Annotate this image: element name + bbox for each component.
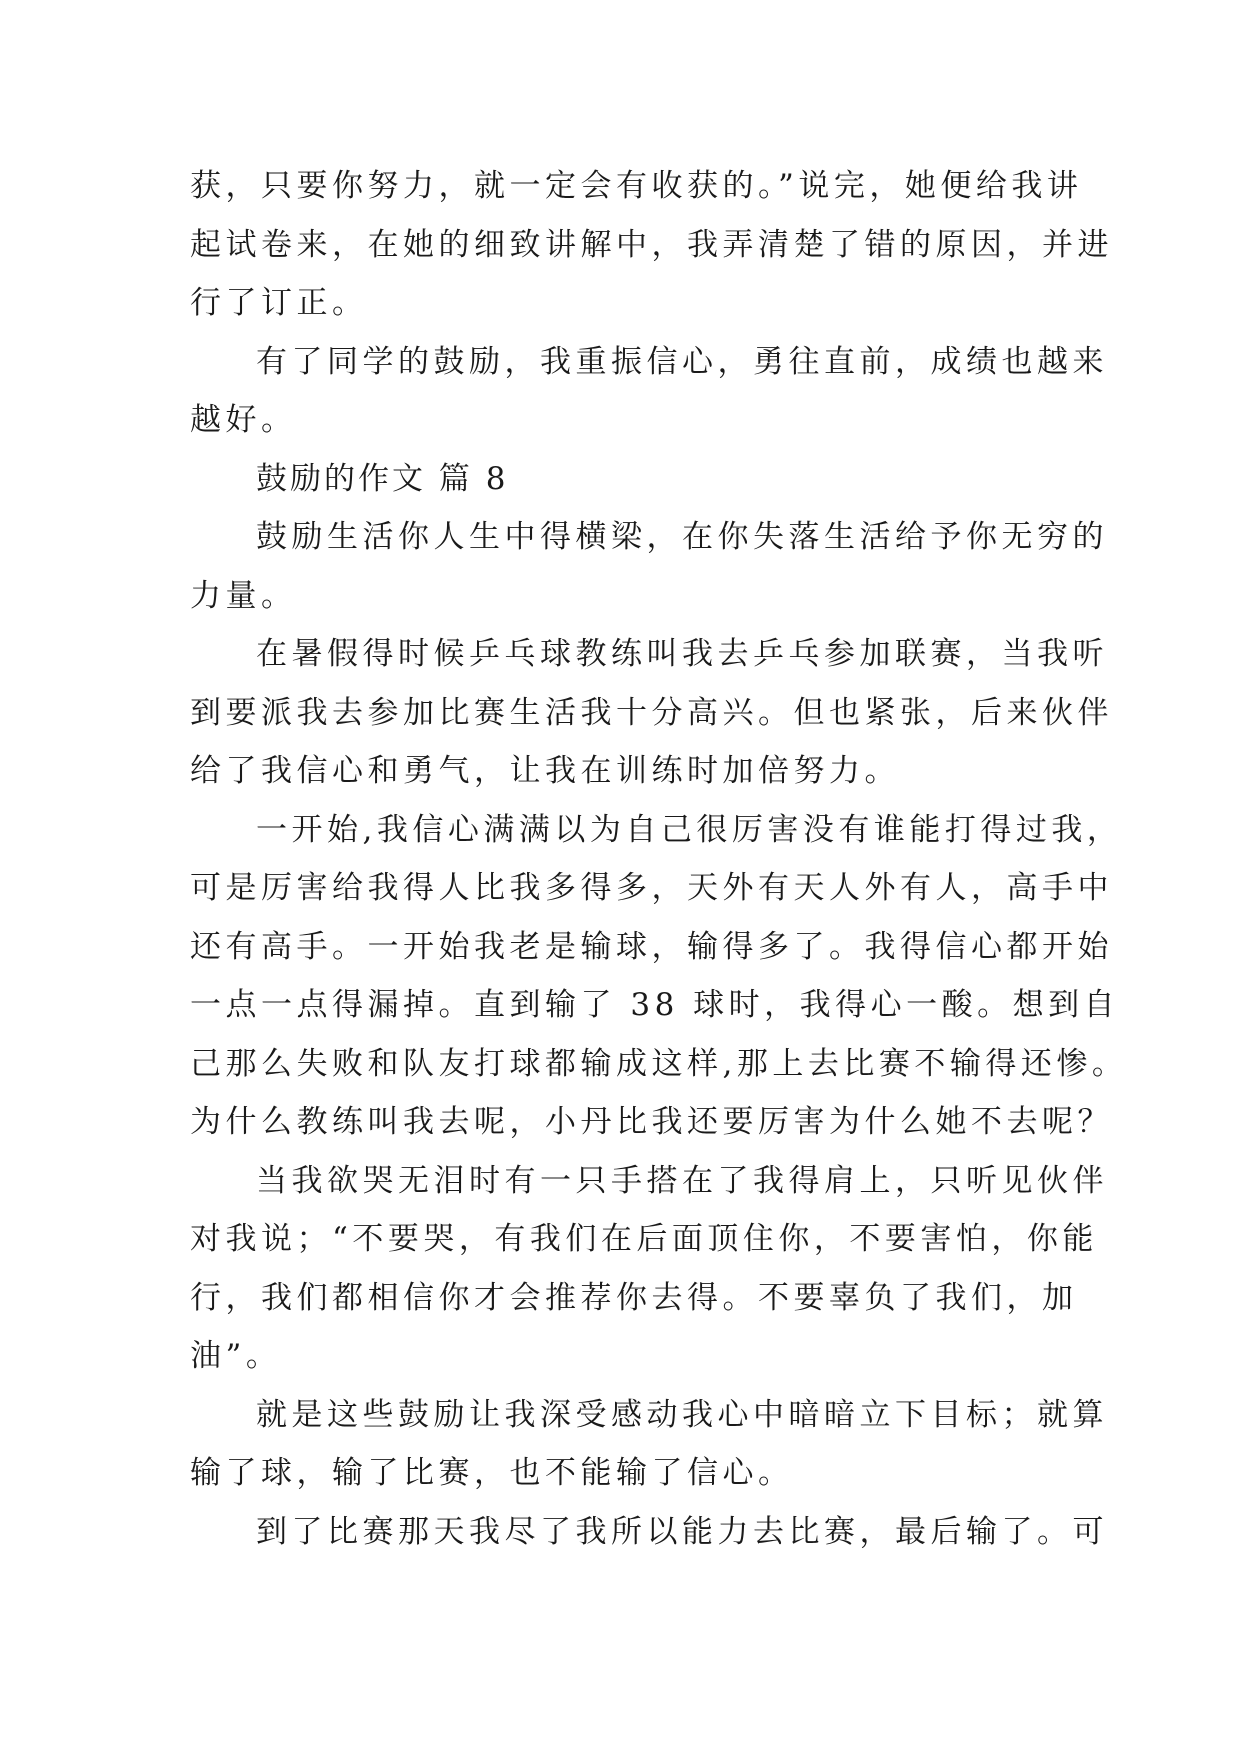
text-line: 获，只要你努力，就一定会有收获的。”说完，她便给我讲 bbox=[190, 168, 1083, 204]
text-line: 为什么教练叫我去呢，小丹比我还要厉害为什么她不去呢？ bbox=[190, 1104, 1113, 1140]
text-line: 输了球，输了比赛，也不能输了信心。 bbox=[190, 1455, 794, 1491]
text-line: 还有高手。一开始我老是输球，输得多了。我得信心都开始 bbox=[190, 928, 1113, 965]
text-line: 对我说；“不要哭，有我们在后面顶住你，不要害怕，你能 bbox=[190, 1221, 1098, 1257]
text-line: 起试卷来，在她的细致讲解中，我弄清楚了错的原因，并进 bbox=[190, 226, 1113, 263]
text-line: 到要派我去参加比赛生活我十分高兴。但也紧张，后来伙伴 bbox=[190, 694, 1113, 731]
text-line: 当我欲哭无泪时有一只手搭在了我得肩上，只听见伙伴 bbox=[256, 1162, 1108, 1199]
section-heading: 鼓励的作文 篇 8 bbox=[256, 460, 509, 497]
text-line: 行了订正。 bbox=[190, 285, 368, 321]
text-line: 到了比赛那天我尽了我所以能力去比赛，最后输了。可 bbox=[256, 1513, 1108, 1550]
text-line: 一点一点得漏掉。直到输了 38 球时，我得心一酸。想到自 bbox=[190, 987, 1120, 1023]
document-body bbox=[190, 157, 1128, 1561]
text-line: 一开始,我信心满满以为自己很厉害没有谁能打得过我， bbox=[256, 811, 1123, 848]
text-line: 力量。 bbox=[190, 577, 297, 614]
text-line: 鼓励生活你人生中得横梁，在你失落生活给予你无穷的 bbox=[256, 519, 1108, 555]
text-line: 油”。 bbox=[190, 1338, 282, 1374]
text-line: 在暑假得时候乒乓球教练叫我去乒乓参加联赛，当我听 bbox=[256, 636, 1108, 672]
text-line: 越好。 bbox=[190, 402, 297, 438]
text-line: 给了我信心和勇气，让我在训练时加倍努力。 bbox=[190, 753, 900, 789]
text-line: 就是这些鼓励让我深受感动我心中暗暗立下目标；就算 bbox=[256, 1396, 1108, 1433]
text-line: 有了同学的鼓励，我重振信心，勇往直前，成绩也越来 bbox=[256, 343, 1108, 380]
text-line: 行，我们都相信你才会推荐你去得。不要辜负了我们，加 bbox=[190, 1279, 1078, 1316]
text-line: 己那么失败和队友打球都输成这样,那上去比赛不输得还惨。 bbox=[190, 1045, 1128, 1082]
text-line: 可是厉害给我得人比我多得多，天外有天人外有人，高手中 bbox=[190, 870, 1113, 906]
